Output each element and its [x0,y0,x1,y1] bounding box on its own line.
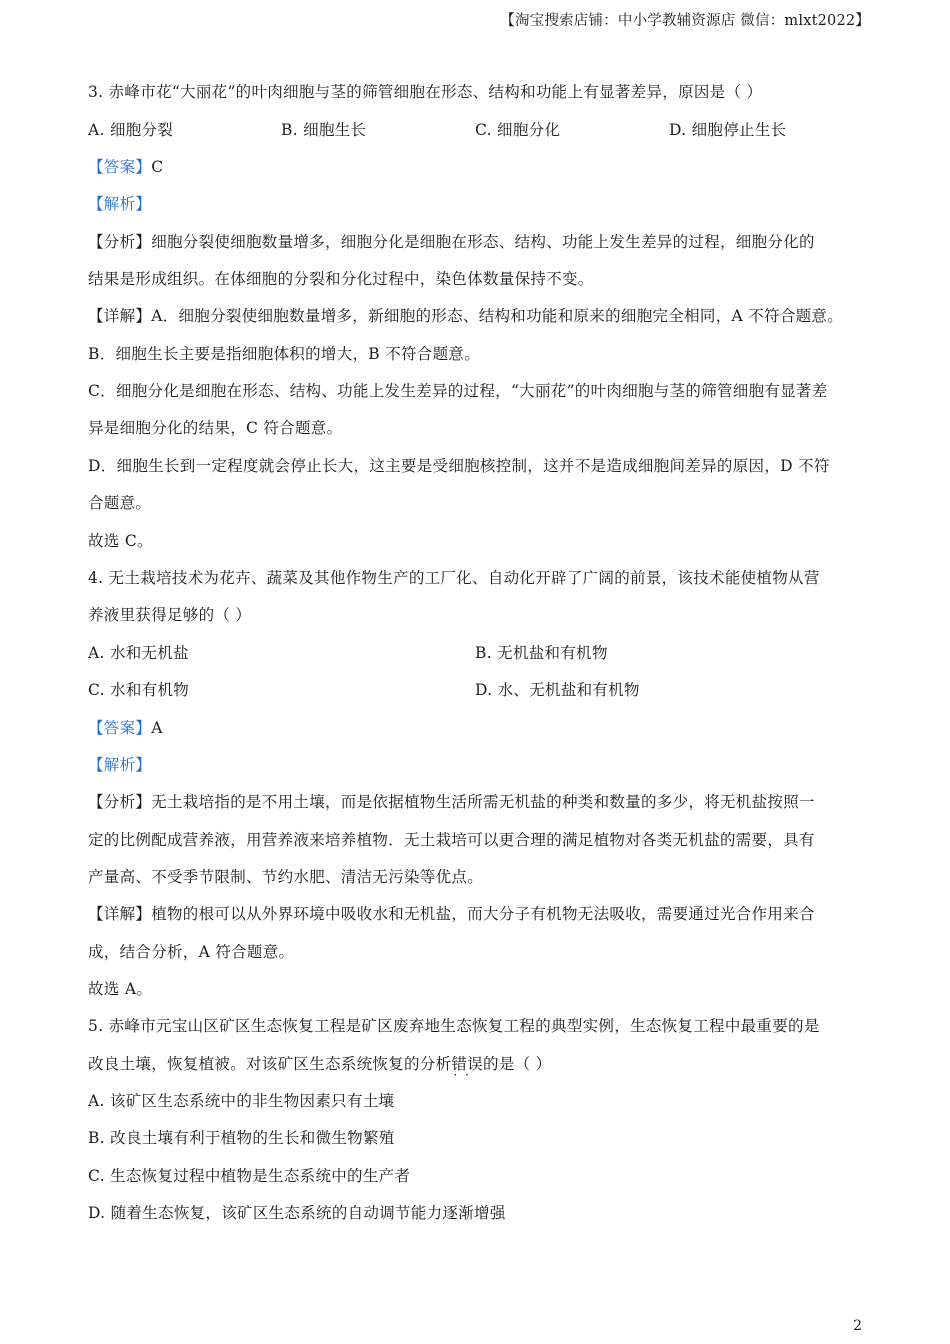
q3-analysis [88,230,815,252]
q3-option-b: B. 细胞生长 [281,121,367,139]
q4-xiangjie-text-2: 成，结合分析，A 符合题意。 [88,943,295,961]
q4-analysis [88,790,815,812]
q3-answer-value: C [151,158,164,176]
q5-option-a: A. 该矿区生态系统中的非生物因素只有土壤 [88,1092,395,1110]
q3-jiexi-tag: 【解析】 [88,195,152,213]
q3-fenxi-text-1: 细胞分裂使细胞数量增多，细胞分化是细胞在形态、结构、功能上发生差异的过程，细胞分化的 [151,233,815,251]
q5-option-b: B. 改良土壤有利于植物的生长和微生物繁殖 [88,1129,395,1147]
q3-detail-c1: C．细胞分化是细胞在形态、结构、功能上发生差异的过程，“大丽花”的叶肉细胞与茎的筛管细胞有显著差 [88,382,828,400]
q3-option-c: C. 细胞分化 [475,121,561,139]
q3-option-a: A. 细胞分裂 [88,121,174,139]
q3-detail-d1: D．细胞生长到一定程度就会停止长大，这主要是受细胞核控制，这并不是造成细胞间差异的原因，D 不符 [88,457,830,475]
q4-answer-tag: 【答案】 [88,719,152,737]
q3-stem: 3. 赤峰市花“大丽花”的叶肉细胞与茎的筛管细胞在形态、结构和功能上有显著差异，原因是（ ） [88,83,763,101]
q4-answer [88,716,163,738]
page-number: 2 [853,1318,862,1334]
q4-stem-2: 养液里获得足够的（ ） [88,606,252,624]
q4-option-c: C. 水和有机物 [88,681,190,699]
q5-option-c: C. 生态恢复过程中植物是生态系统中的生产者 [88,1167,411,1185]
q4-fenxi-text-1: 无土栽培指的是不用土壤，而是依据植物生活所需无机盐的种类和数量的多少，将无机盐按照一 [151,793,815,811]
q3-answer [88,155,163,177]
q4-fenxi-text-2: 定的比例配成营养液，用营养液来培养植物．无土栽培可以更合理的满足植物对各类无机盐的需要，具有 [88,831,815,849]
q5-emphasis-word: 错误 · · [451,1055,483,1073]
q4-option-b: B. 无机盐和有机物 [475,644,608,662]
q4-option-d: D. 水、无机盐和有机物 [475,681,640,699]
q5-stem-1: 5. 赤峰市元宝山区矿区生态恢复工程是矿区废弃地生态恢复工程的典型实例，生态恢复工程中最重要的是 [88,1017,820,1035]
q5-stem-2c: 的是（ ） [483,1055,552,1073]
q5-stem-2a: 改良土壤，恢复植被。对该矿区生态系统恢复的分析 [88,1055,452,1073]
q4-detail [88,902,815,924]
q4-answer-value: A [151,719,163,737]
q3-detail-b: B．细胞生长主要是指细胞体积的增大，B 不符合题意。 [88,345,481,363]
q3-detail-c2: 异是细胞分化的结果，C 符合题意。 [88,419,343,437]
q4-stem-1: 4. 无土栽培技术为花卉、蔬菜及其他作物生产的工厂化、自动化开辟了广阔的前景，该技术能使植物从营 [88,569,820,587]
q5-stem-2 [88,1052,551,1074]
q3-conclusion: 故选 C。 [88,532,153,550]
q3-detail-d2: 合题意。 [88,494,152,512]
q4-xiangjie-tag: 【详解】 [88,905,152,923]
q4-fenxi-text-3: 产量高、不受季节限制、节约水肥、清洁无污染等优点。 [88,868,484,886]
q4-jiexi-tag: 【解析】 [88,756,152,774]
q3-answer-tag: 【答案】 [88,158,152,176]
q4-option-a: A. 水和无机盐 [88,644,189,662]
page-header: 【淘宝搜索店铺：中小学教辅资源店 微信：mlxt2022】 [500,13,870,29]
q3-fenxi-text-2: 结果是形成组织。在体细胞的分裂和分化过程中，染色体数量保持不变。 [88,270,594,288]
q4-fenxi-tag: 【分析】 [88,793,152,811]
q3-fenxi-tag: 【分析】 [88,233,152,251]
q4-xiangjie-text-1: 植物的根可以从外界环境中吸收水和无机盐，而大分子有机物无法吸收，需要通过光合作用来合 [151,905,815,923]
q3-option-d: D. 细胞停止生长 [669,121,787,139]
q3-detail [88,304,843,326]
q3-xiangjie-tag: 【详解】 [88,307,152,325]
q3-xiangjie-text-1: A．细胞分裂使细胞数量增多，新细胞的形态、结构和功能和原来的细胞完全相同，A 不符合题意。 [151,307,844,325]
q4-conclusion: 故选 A。 [88,980,153,998]
q5-option-d: D. 随着生态恢复，该矿区生态系统的自动调节能力逐渐增强 [88,1204,506,1222]
